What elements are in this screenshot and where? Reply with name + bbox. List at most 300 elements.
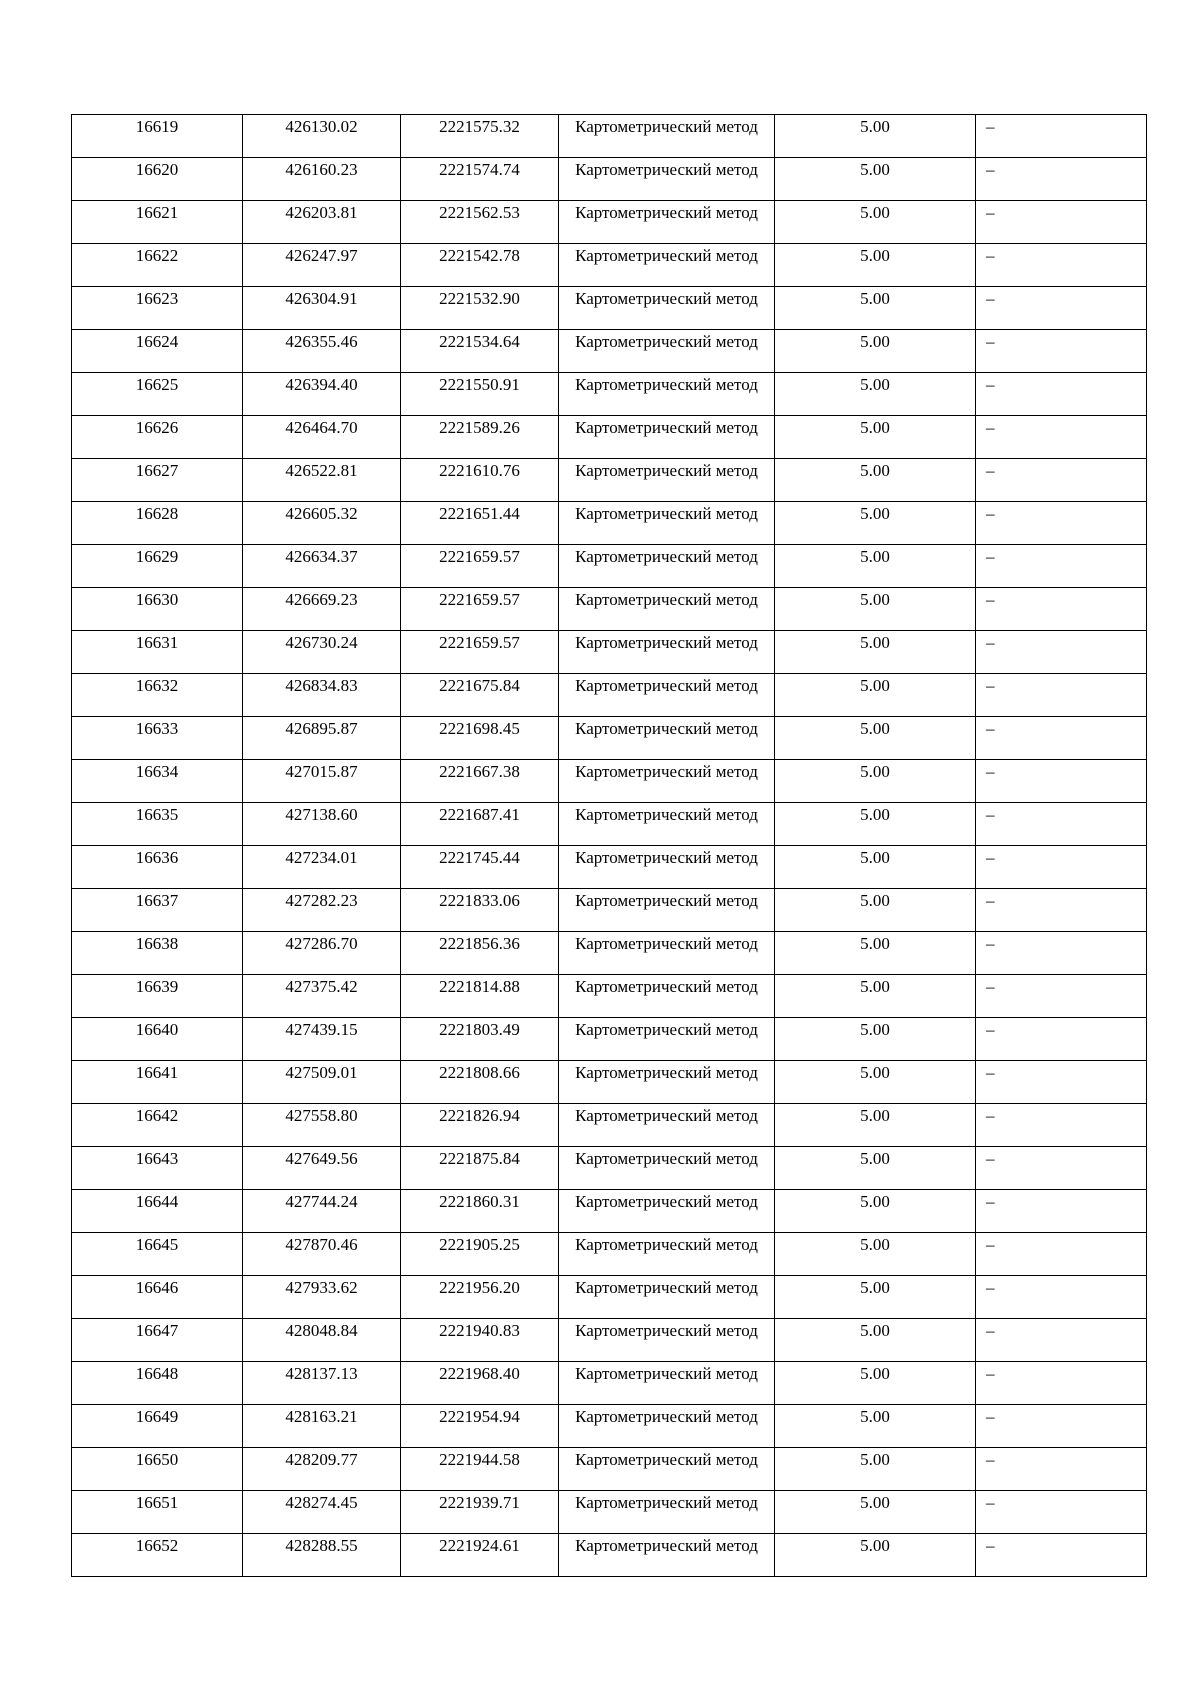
point-number-cell: [72, 631, 243, 674]
point-number-cell-text: 16644: [135, 1192, 179, 1211]
note-cell-text: –: [986, 461, 995, 480]
coordinates-table-body: [72, 115, 1147, 1577]
note-cell: [976, 1190, 1147, 1233]
x-coordinate-cell-text: 427286.70: [285, 934, 358, 953]
x-coordinate-cell-text: 428288.55: [285, 1536, 358, 1555]
method-cell: [559, 1104, 775, 1147]
accuracy-cell: [775, 674, 976, 717]
accuracy-cell-text: 5.00: [860, 633, 890, 652]
point-number-cell-text: 16625: [135, 375, 179, 394]
point-number-cell: [72, 1276, 243, 1319]
method-cell-text: Картометрический метод: [575, 418, 758, 437]
note-cell-text: –: [986, 891, 995, 910]
accuracy-cell-text: 5.00: [860, 1321, 890, 1340]
y-coordinate-cell: [401, 889, 559, 932]
point-number-cell-text: 16631: [135, 633, 179, 652]
table-row: [72, 158, 1147, 201]
accuracy-cell-text: 5.00: [860, 332, 890, 351]
note-cell: [976, 1405, 1147, 1448]
y-coordinate-cell-text: 2221814.88: [439, 977, 520, 996]
method-cell-text: Картометрический метод: [575, 160, 758, 179]
accuracy-cell: [775, 803, 976, 846]
table-row: [72, 330, 1147, 373]
x-coordinate-cell-text: 427933.62: [285, 1278, 358, 1297]
x-coordinate-cell-text: 427649.56: [285, 1149, 358, 1168]
x-coordinate-cell: [243, 158, 401, 201]
point-number-cell-text: 16627: [135, 461, 179, 480]
method-cell: [559, 416, 775, 459]
y-coordinate-cell-text: 2221659.57: [439, 590, 520, 609]
note-cell-text: –: [986, 719, 995, 738]
y-coordinate-cell: [401, 588, 559, 631]
method-cell-text: Картометрический метод: [575, 1321, 758, 1340]
method-cell-text: Картометрический метод: [575, 332, 758, 351]
accuracy-cell-text: 5.00: [860, 504, 890, 523]
note-cell-text: –: [986, 246, 995, 265]
method-cell: [559, 674, 775, 717]
y-coordinate-cell-text: 2221833.06: [439, 891, 520, 910]
accuracy-cell: [775, 158, 976, 201]
accuracy-cell: [775, 1061, 976, 1104]
point-number-cell-text: 16638: [135, 934, 179, 953]
point-number-cell-text: 16642: [135, 1106, 179, 1125]
point-number-cell: [72, 373, 243, 416]
x-coordinate-cell: [243, 416, 401, 459]
x-coordinate-cell: [243, 1276, 401, 1319]
y-coordinate-cell: [401, 1405, 559, 1448]
y-coordinate-cell: [401, 1104, 559, 1147]
method-cell-text: Картометрический метод: [575, 633, 758, 652]
y-coordinate-cell-text: 2221956.20: [439, 1278, 520, 1297]
accuracy-cell-text: 5.00: [860, 160, 890, 179]
note-cell: [976, 416, 1147, 459]
method-cell-text: Картометрический метод: [575, 289, 758, 308]
accuracy-cell: [775, 115, 976, 158]
point-number-cell: [72, 932, 243, 975]
method-cell-text: Картометрический метод: [575, 805, 758, 824]
y-coordinate-cell: [401, 975, 559, 1018]
note-cell-text: –: [986, 418, 995, 437]
accuracy-cell-text: 5.00: [860, 1063, 890, 1082]
point-number-cell-text: 16633: [135, 719, 179, 738]
point-number-cell: [72, 1018, 243, 1061]
y-coordinate-cell-text: 2221542.78: [439, 246, 520, 265]
table-row: [72, 1319, 1147, 1362]
x-coordinate-cell: [243, 244, 401, 287]
point-number-cell: [72, 1233, 243, 1276]
accuracy-cell-text: 5.00: [860, 1192, 890, 1211]
x-coordinate-cell: [243, 1018, 401, 1061]
y-coordinate-cell: [401, 932, 559, 975]
table-row: [72, 115, 1147, 158]
table-row: [72, 631, 1147, 674]
method-cell: [559, 889, 775, 932]
accuracy-cell-text: 5.00: [860, 1493, 890, 1512]
point-number-cell-text: 16651: [135, 1493, 179, 1512]
y-coordinate-cell-text: 2221745.44: [439, 848, 520, 867]
y-coordinate-cell: [401, 1233, 559, 1276]
table-row: [72, 373, 1147, 416]
x-coordinate-cell-text: 427744.24: [285, 1192, 358, 1211]
y-coordinate-cell-text: 2221675.84: [439, 676, 520, 695]
method-cell-text: Картометрический метод: [575, 1192, 758, 1211]
note-cell-text: –: [986, 805, 995, 824]
note-cell: [976, 1534, 1147, 1577]
accuracy-cell: [775, 1104, 976, 1147]
method-cell: [559, 373, 775, 416]
note-cell: [976, 115, 1147, 158]
coordinates-table: [71, 114, 1147, 1577]
point-number-cell-text: 16636: [135, 848, 179, 867]
method-cell-text: Картометрический метод: [575, 547, 758, 566]
x-coordinate-cell-text: 426834.83: [285, 676, 358, 695]
y-coordinate-cell: [401, 1018, 559, 1061]
note-cell: [976, 889, 1147, 932]
note-cell-text: –: [986, 762, 995, 781]
note-cell: [976, 1448, 1147, 1491]
point-number-cell-text: 16645: [135, 1235, 179, 1254]
table-row: [72, 1534, 1147, 1577]
y-coordinate-cell: [401, 502, 559, 545]
x-coordinate-cell: [243, 502, 401, 545]
x-coordinate-cell: [243, 115, 401, 158]
y-coordinate-cell-text: 2221659.57: [439, 547, 520, 566]
point-number-cell-text: 16634: [135, 762, 179, 781]
accuracy-cell: [775, 717, 976, 760]
accuracy-cell-text: 5.00: [860, 1149, 890, 1168]
x-coordinate-cell-text: 426464.70: [285, 418, 358, 437]
y-coordinate-cell-text: 2221651.44: [439, 504, 520, 523]
method-cell-text: Картометрический метод: [575, 1493, 758, 1512]
note-cell-text: –: [986, 590, 995, 609]
accuracy-cell-text: 5.00: [860, 848, 890, 867]
table-row: [72, 459, 1147, 502]
note-cell: [976, 674, 1147, 717]
accuracy-cell: [775, 1319, 976, 1362]
x-coordinate-cell-text: 427234.01: [285, 848, 358, 867]
accuracy-cell: [775, 502, 976, 545]
point-number-cell: [72, 975, 243, 1018]
accuracy-cell: [775, 1362, 976, 1405]
method-cell: [559, 287, 775, 330]
table-row: [72, 588, 1147, 631]
point-number-cell: [72, 588, 243, 631]
table-row: [72, 502, 1147, 545]
method-cell: [559, 1362, 775, 1405]
accuracy-cell-text: 5.00: [860, 977, 890, 996]
y-coordinate-cell: [401, 846, 559, 889]
y-coordinate-cell: [401, 201, 559, 244]
x-coordinate-cell-text: 426394.40: [285, 375, 358, 394]
table-row: [72, 1362, 1147, 1405]
note-cell: [976, 760, 1147, 803]
y-coordinate-cell: [401, 373, 559, 416]
point-number-cell: [72, 717, 243, 760]
x-coordinate-cell: [243, 846, 401, 889]
y-coordinate-cell-text: 2221803.49: [439, 1020, 520, 1039]
point-number-cell: [72, 1061, 243, 1104]
table-row: [72, 1018, 1147, 1061]
point-number-cell: [72, 502, 243, 545]
y-coordinate-cell-text: 2221968.40: [439, 1364, 520, 1383]
x-coordinate-cell-text: 427439.15: [285, 1020, 358, 1039]
table-row: [72, 846, 1147, 889]
point-number-cell-text: 16628: [135, 504, 179, 523]
y-coordinate-cell: [401, 1061, 559, 1104]
accuracy-cell: [775, 1147, 976, 1190]
note-cell: [976, 158, 1147, 201]
x-coordinate-cell: [243, 1147, 401, 1190]
y-coordinate-cell-text: 2221860.31: [439, 1192, 520, 1211]
method-cell: [559, 330, 775, 373]
accuracy-cell-text: 5.00: [860, 676, 890, 695]
note-cell-text: –: [986, 504, 995, 523]
y-coordinate-cell: [401, 244, 559, 287]
method-cell-text: Картометрический метод: [575, 891, 758, 910]
method-cell: [559, 545, 775, 588]
method-cell: [559, 717, 775, 760]
note-cell-text: –: [986, 332, 995, 351]
table-row: [72, 545, 1147, 588]
point-number-cell-text: 16632: [135, 676, 179, 695]
accuracy-cell-text: 5.00: [860, 375, 890, 394]
note-cell: [976, 459, 1147, 502]
method-cell: [559, 115, 775, 158]
accuracy-cell-text: 5.00: [860, 1364, 890, 1383]
y-coordinate-cell-text: 2221687.41: [439, 805, 520, 824]
note-cell-text: –: [986, 934, 995, 953]
x-coordinate-cell: [243, 1104, 401, 1147]
method-cell: [559, 803, 775, 846]
y-coordinate-cell-text: 2221924.61: [439, 1536, 520, 1555]
x-coordinate-cell-text: 426247.97: [285, 246, 358, 265]
note-cell-text: –: [986, 1106, 995, 1125]
point-number-cell-text: 16626: [135, 418, 179, 437]
y-coordinate-cell: [401, 760, 559, 803]
accuracy-cell: [775, 1448, 976, 1491]
method-cell-text: Картометрический метод: [575, 848, 758, 867]
table-row: [72, 1448, 1147, 1491]
method-cell-text: Картометрический метод: [575, 375, 758, 394]
note-cell: [976, 1319, 1147, 1362]
y-coordinate-cell-text: 2221940.83: [439, 1321, 520, 1340]
point-number-cell: [72, 1534, 243, 1577]
y-coordinate-cell: [401, 416, 559, 459]
accuracy-cell-text: 5.00: [860, 1235, 890, 1254]
point-number-cell-text: 16648: [135, 1364, 179, 1383]
point-number-cell: [72, 846, 243, 889]
x-coordinate-cell: [243, 1061, 401, 1104]
accuracy-cell: [775, 846, 976, 889]
accuracy-cell-text: 5.00: [860, 289, 890, 308]
y-coordinate-cell: [401, 674, 559, 717]
note-cell-text: –: [986, 977, 995, 996]
x-coordinate-cell-text: 427375.42: [285, 977, 358, 996]
y-coordinate-cell-text: 2221667.38: [439, 762, 520, 781]
y-coordinate-cell: [401, 330, 559, 373]
method-cell: [559, 1147, 775, 1190]
x-coordinate-cell-text: 426605.32: [285, 504, 358, 523]
point-number-cell: [72, 1491, 243, 1534]
y-coordinate-cell-text: 2221659.57: [439, 633, 520, 652]
accuracy-cell: [775, 416, 976, 459]
y-coordinate-cell: [401, 631, 559, 674]
table-row: [72, 1276, 1147, 1319]
note-cell-text: –: [986, 1536, 995, 1555]
method-cell-text: Картометрический метод: [575, 203, 758, 222]
accuracy-cell-text: 5.00: [860, 1407, 890, 1426]
method-cell-text: Картометрический метод: [575, 1278, 758, 1297]
accuracy-cell: [775, 330, 976, 373]
x-coordinate-cell: [243, 1405, 401, 1448]
method-cell-text: Картометрический метод: [575, 1149, 758, 1168]
accuracy-cell-text: 5.00: [860, 934, 890, 953]
x-coordinate-cell: [243, 1448, 401, 1491]
accuracy-cell-text: 5.00: [860, 1536, 890, 1555]
note-cell: [976, 502, 1147, 545]
table-row: [72, 975, 1147, 1018]
y-coordinate-cell-text: 2221574.74: [439, 160, 520, 179]
accuracy-cell: [775, 244, 976, 287]
note-cell: [976, 201, 1147, 244]
accuracy-cell: [775, 1233, 976, 1276]
x-coordinate-cell-text: 426203.81: [285, 203, 358, 222]
note-cell: [976, 287, 1147, 330]
table-row: [72, 1061, 1147, 1104]
method-cell-text: Картометрический метод: [575, 1450, 758, 1469]
y-coordinate-cell: [401, 717, 559, 760]
point-number-cell: [72, 1104, 243, 1147]
point-number-cell: [72, 244, 243, 287]
accuracy-cell: [775, 760, 976, 803]
method-cell-text: Картометрический метод: [575, 762, 758, 781]
method-cell-text: Картометрический метод: [575, 1106, 758, 1125]
table-row: [72, 674, 1147, 717]
method-cell-text: Картометрический метод: [575, 1063, 758, 1082]
note-cell: [976, 1104, 1147, 1147]
note-cell-text: –: [986, 547, 995, 566]
point-number-cell-text: 16621: [135, 203, 179, 222]
accuracy-cell: [775, 201, 976, 244]
point-number-cell: [72, 158, 243, 201]
note-cell-text: –: [986, 848, 995, 867]
y-coordinate-cell-text: 2221826.94: [439, 1106, 520, 1125]
accuracy-cell-text: 5.00: [860, 805, 890, 824]
accuracy-cell-text: 5.00: [860, 1106, 890, 1125]
point-number-cell-text: 16624: [135, 332, 179, 351]
method-cell-text: Картометрический метод: [575, 1536, 758, 1555]
method-cell-text: Картометрический метод: [575, 246, 758, 265]
accuracy-cell: [775, 631, 976, 674]
accuracy-cell-text: 5.00: [860, 203, 890, 222]
x-coordinate-cell: [243, 1233, 401, 1276]
note-cell-text: –: [986, 1192, 995, 1211]
point-number-cell: [72, 545, 243, 588]
method-cell-text: Картометрический метод: [575, 504, 758, 523]
note-cell-text: –: [986, 633, 995, 652]
method-cell: [559, 158, 775, 201]
note-cell: [976, 1491, 1147, 1534]
y-coordinate-cell-text: 2221939.71: [439, 1493, 520, 1512]
point-number-cell-text: 16650: [135, 1450, 179, 1469]
point-number-cell: [72, 1448, 243, 1491]
accuracy-cell: [775, 1018, 976, 1061]
y-coordinate-cell: [401, 1534, 559, 1577]
accuracy-cell-text: 5.00: [860, 1020, 890, 1039]
point-number-cell-text: 16640: [135, 1020, 179, 1039]
table-row: [72, 803, 1147, 846]
note-cell-text: –: [986, 1149, 995, 1168]
table-row: [72, 717, 1147, 760]
point-number-cell-text: 16646: [135, 1278, 179, 1297]
y-coordinate-cell-text: 2221589.26: [439, 418, 520, 437]
accuracy-cell-text: 5.00: [860, 418, 890, 437]
x-coordinate-cell: [243, 803, 401, 846]
method-cell-text: Картометрический метод: [575, 1407, 758, 1426]
method-cell: [559, 244, 775, 287]
y-coordinate-cell-text: 2221856.36: [439, 934, 520, 953]
note-cell: [976, 1233, 1147, 1276]
table-row: [72, 287, 1147, 330]
note-cell-text: –: [986, 1493, 995, 1512]
point-number-cell: [72, 287, 243, 330]
x-coordinate-cell: [243, 1362, 401, 1405]
y-coordinate-cell-text: 2221575.32: [439, 117, 520, 136]
y-coordinate-cell-text: 2221610.76: [439, 461, 520, 480]
method-cell: [559, 1018, 775, 1061]
point-number-cell: [72, 760, 243, 803]
table-row: [72, 889, 1147, 932]
accuracy-cell: [775, 1491, 976, 1534]
note-cell: [976, 330, 1147, 373]
y-coordinate-cell: [401, 158, 559, 201]
note-cell: [976, 803, 1147, 846]
note-cell-text: –: [986, 1063, 995, 1082]
x-coordinate-cell-text: 426522.81: [285, 461, 358, 480]
accuracy-cell: [775, 588, 976, 631]
y-coordinate-cell: [401, 1362, 559, 1405]
method-cell-text: Картометрический метод: [575, 1020, 758, 1039]
x-coordinate-cell: [243, 588, 401, 631]
point-number-cell-text: 16641: [135, 1063, 179, 1082]
method-cell: [559, 502, 775, 545]
accuracy-cell: [775, 1405, 976, 1448]
x-coordinate-cell-text: 426355.46: [285, 332, 358, 351]
point-number-cell-text: 16630: [135, 590, 179, 609]
note-cell: [976, 1362, 1147, 1405]
table-row: [72, 760, 1147, 803]
x-coordinate-cell: [243, 1491, 401, 1534]
note-cell: [976, 545, 1147, 588]
method-cell: [559, 1448, 775, 1491]
x-coordinate-cell-text: 426669.23: [285, 590, 358, 609]
accuracy-cell: [775, 545, 976, 588]
accuracy-cell-text: 5.00: [860, 117, 890, 136]
note-cell: [976, 975, 1147, 1018]
method-cell-text: Картометрический метод: [575, 461, 758, 480]
method-cell: [559, 1534, 775, 1577]
note-cell-text: –: [986, 160, 995, 179]
x-coordinate-cell: [243, 975, 401, 1018]
method-cell: [559, 631, 775, 674]
point-number-cell-text: 16652: [135, 1536, 179, 1555]
x-coordinate-cell-text: 426160.23: [285, 160, 358, 179]
point-number-cell-text: 16649: [135, 1407, 179, 1426]
accuracy-cell: [775, 975, 976, 1018]
x-coordinate-cell-text: 428274.45: [285, 1493, 358, 1512]
note-cell: [976, 1061, 1147, 1104]
accuracy-cell-text: 5.00: [860, 1278, 890, 1297]
